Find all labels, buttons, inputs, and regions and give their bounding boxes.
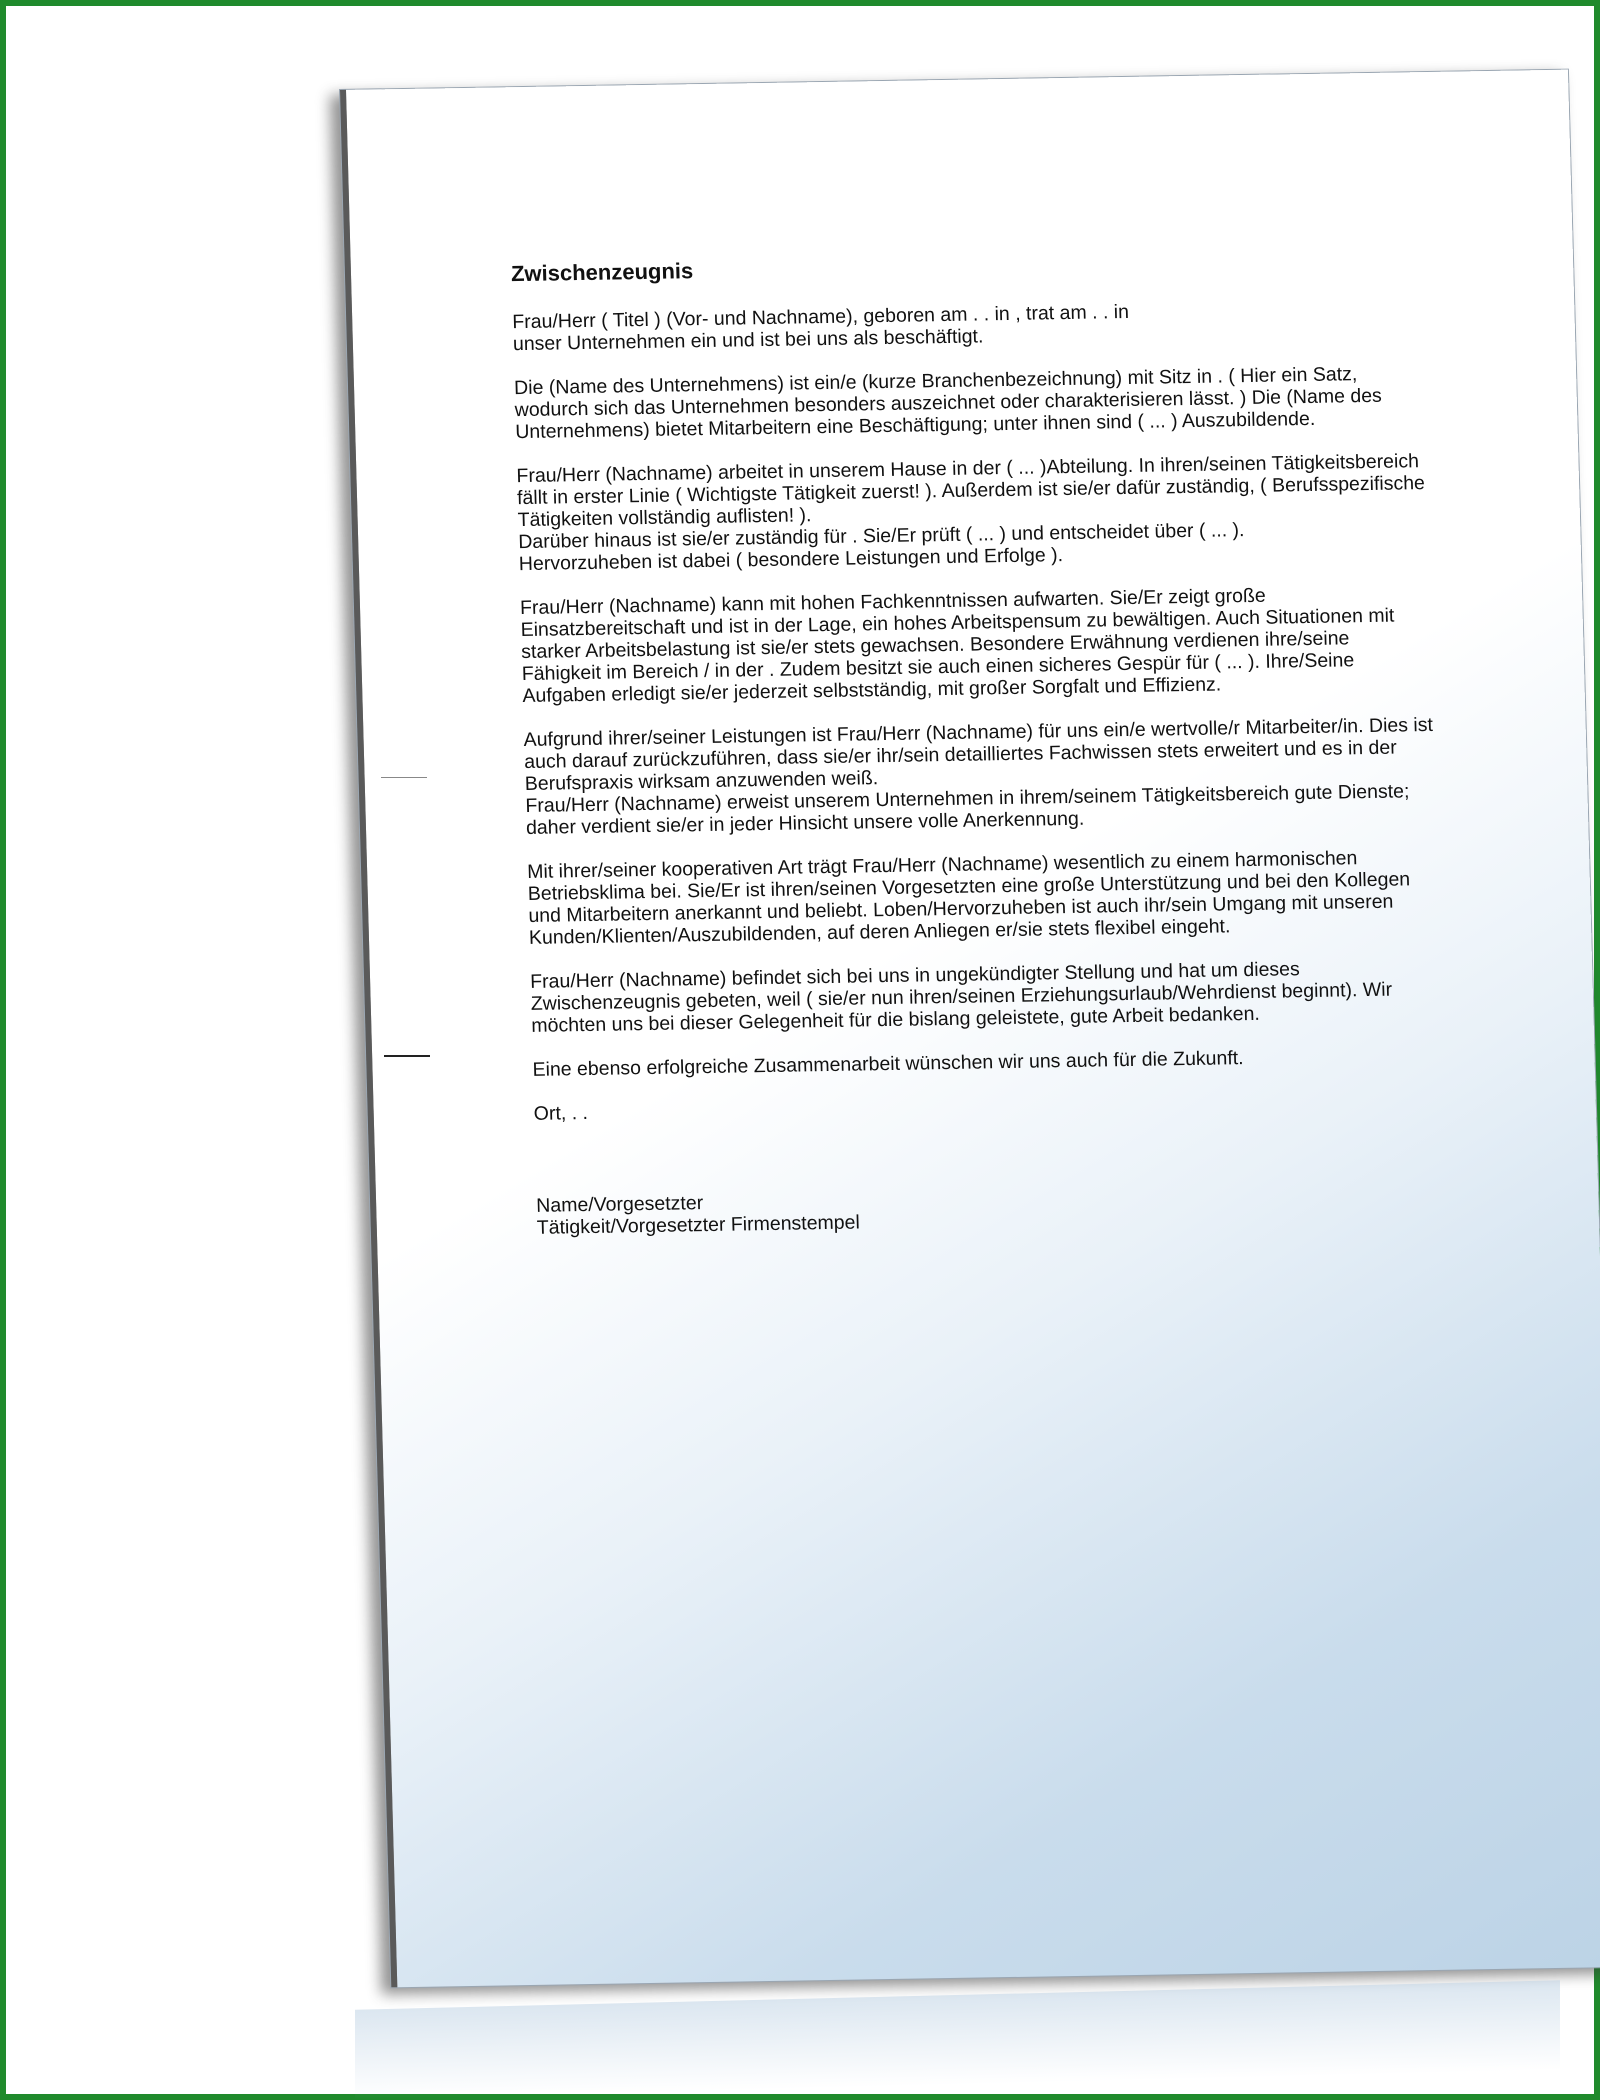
paragraph-duties: Frau/Herr (Nachname) arbeitet in unserem Hause in der ( ... )Abteilung. In ihren/seinen Tätigkeitsbereich fällt in erster Linie ( Wichtigste Tätigkeit zuerst! ). Außerdem ist sie/er dafür zuständig, ( Berufsspezifische Tätigkeiten vollständig auflisten! ). Darüber hinaus ist sie/er zuständig für . Sie/Er prüft ( ... ) und entscheidet über ( ... ). Hervorzuheben ist dabei ( besondere Leistungen und Erfolge ). bbox=[516, 450, 1426, 576]
paragraph-intro: Frau/Herr ( Titel ) (Vor- und Nachname), geboren am . . in , trat am . . in unser Unternehmen ein und ist bei uns als beschäftigt. bbox=[512, 300, 1130, 356]
paragraph-behavior: Mit ihrer/seiner kooperativen Art trägt Frau/Herr (Nachname) wesentlich zu einem harmonischen Betriebsklima bei. Sie/Er ist ihren/seinen Vorgesetzten eine große Unterstützung und bei den Kollegen und Mitarbeitern anerkannt und beliebt. Loben/Hervorzuheben ist auch ihr/sein Umgang mit unseren Kunden/Klienten/Auszubildenden, auf deren Anliegen er/sie stets flexibel eingeht. bbox=[526, 847, 1411, 949]
document-title: Zwischenzeugnis bbox=[510, 258, 694, 287]
page-reflection bbox=[355, 1980, 1560, 2099]
document-body bbox=[511, 247, 1487, 1238]
document-page bbox=[340, 70, 1600, 1988]
signature-block: Name/Vorgesetzter Tätigkeit/Vorgesetzter Firmenstempel bbox=[535, 1192, 861, 1239]
paragraph-closing: Eine ebenso erfolgreiche Zusammenarbeit wünschen wir uns auch für die Zukunft. bbox=[532, 1047, 1244, 1081]
paragraph-performance: Aufgrund ihrer/seiner Leistungen ist Frau/Herr (Nachname) für uns ein/e wertvolle/r Mitarbeiter/in. Dies ist auch darauf zurückzuführen, dass sie/er ihr/sein detailliertes Fachwissen stets erweitert und es in der Berufspraxis wirksam anzuwenden weiß. Frau/Herr (Nachname) erweist unserem Unternehmen in ihrem/seinem Tätigkeitsbereich gute Dienste; daher verdient sie/er in jeder Hinsicht unsere volle Anerkennung. bbox=[523, 713, 1434, 839]
fold-mark bbox=[381, 777, 427, 778]
punch-mark bbox=[384, 1055, 430, 1057]
paragraph-skills: Frau/Herr (Nachname) kann mit hohen Fachkenntnissen aufwarten. Sie/Er zeigt große Einsatzbereitschaft und ist in der Lage, ein hohes Arbeitspensum zu bewältigen. Auch Situationen mit starker Arbeitsbelastung ist sie/er stets gewachsen. Besondere Erwähnung verdienen ihre/seine Fähigkeit im Bereich / in der . Zudem besitzt sie auch einen sicheres Gespür für ( ... ). Ihre/Seine Aufgaben erledigt sie/er jederzeit selbstständig, mit großer Sorgfalt und Effizienz. bbox=[519, 584, 1395, 708]
paragraph-reason: Frau/Herr (Nachname) befindet sich bei uns in ungekündigter Stellung und hat um dieses Zwischenzeugnis gebeten, weil ( sie/er nun ihren/seinen Erziehungsurlaub/Wehrdienst beginnt). Wir möchten uns bei dieser Gelegenheit für die bislang geleistete, gute Arbeit bedanken. bbox=[529, 958, 1393, 1037]
place-date-line: Ort, . . bbox=[533, 1101, 589, 1125]
paragraph-company: Die (Name des Unternehmens) ist ein/e (kurze Branchenbezeichnung) mit Sitz in . ( Hier ein Satz, wodurch sich das Unternehmen besonders auszeichnet oder charakterisieren lässt. ) Die (Name des Unternehmens) bietet Mitarbeitern eine Beschäftigung; unter ihnen sind ( ... ) Auszubildende. bbox=[513, 363, 1383, 444]
